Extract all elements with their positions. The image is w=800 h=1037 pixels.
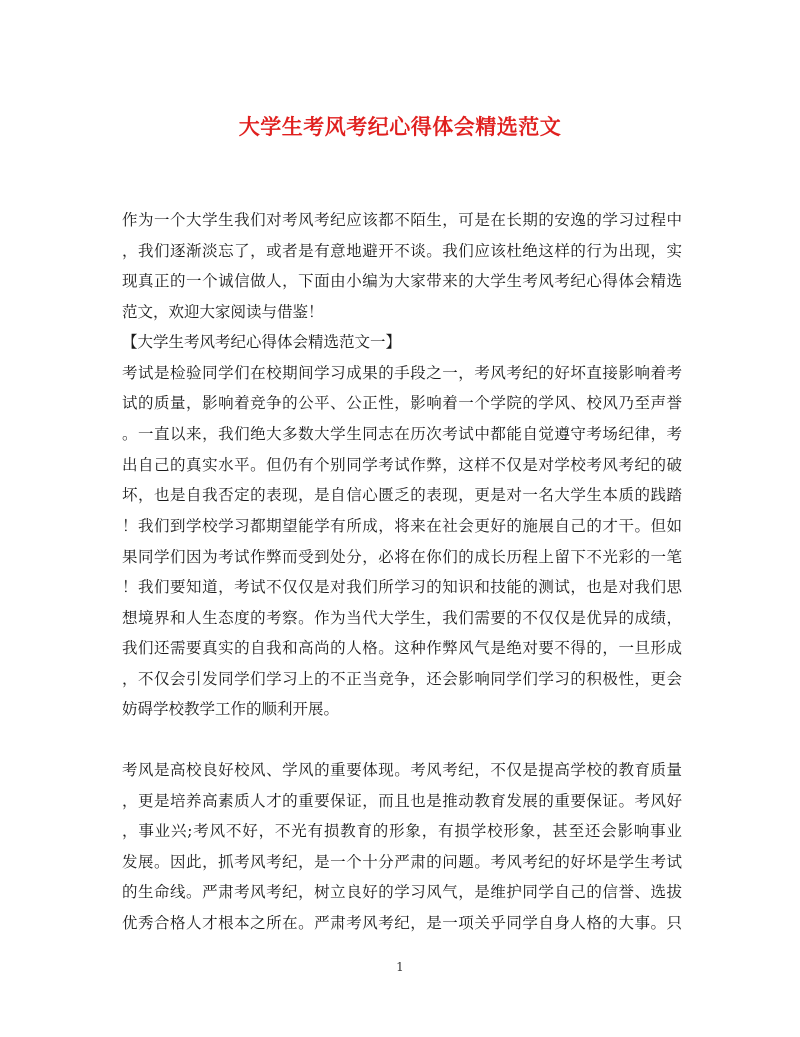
text-line: ，更是培养高素质人才的重要保证，而且也是推动教育发展的重要保证。考风好 (122, 792, 682, 810)
text-line: 考试是检验同学们在校期间学习成果的手段之一，考风考纪的好坏直接影响着考 (122, 364, 682, 382)
text-line: ！我们到学校学习都期望能学有所成，将来在社会更好的施展自己的才干。但如 (122, 517, 682, 535)
text-line: 范文，欢迎大家阅读与借鉴！ (122, 303, 324, 321)
text-line: 作为一个大学生我们对考风考纪应该都不陌生，可是在长期的安逸的学习过程中 (122, 211, 682, 229)
text-line: ！我们要知道，考试不仅仅是对我们所学习的知识和技能的测试，也是对我们思 (122, 578, 682, 596)
text-line: ，我们逐渐淡忘了，或者是有意地避开不谈。我们应该杜绝这样的行为出现，实 (122, 242, 682, 260)
section-heading: 【大学生考风考纪心得体会精选范文一】 (122, 333, 402, 351)
text-line: 出自己的真实水平。但仍有个别同学考试作弊，这样不仅是对学校考风考纪的破 (122, 456, 682, 474)
page-number: 1 (396, 960, 404, 974)
text-line: 我们还需要真实的自我和高尚的人格。这种作弊风气是绝对要不得的，一旦形成 (122, 639, 682, 657)
text-line: 想境界和人生态度的考察。作为当代大学生，我们需要的不仅仅是优异的成绩， (122, 609, 682, 627)
text-line: ，不仅会引发同学们学习上的不正当竞争，还会影响同学们学习的积极性，更会 (122, 670, 682, 688)
text-line: 发展。因此，抓考风考纪，是一个十分严肃的问题。考风考纪的好坏是学生考试 (122, 853, 682, 871)
text-line: 妨碍学校教学工作的顺利开展。 (122, 700, 340, 718)
text-line: 。一直以来，我们绝大多数大学生同志在历次考试中都能自觉遵守考场纪律，考 (122, 425, 682, 443)
text-line: 的生命线。严肃考风考纪，树立良好的学习风气，是维护同学自己的信誉、选拔 (122, 883, 682, 901)
text-line: ，事业兴;考风不好，不光有损教育的形象，有损学校形象，甚至还会影响事业 (122, 822, 682, 840)
text-line: 试的质量，影响着竞争的公平、公正性，影响着一个学院的学风、校风乃至声誉 (122, 394, 682, 412)
text-line: 果同学们因为考试作弊而受到处分，必将在你们的成长历程上留下不光彩的一笔 (122, 548, 682, 566)
text-line: 优秀合格人才根本之所在。严肃考风考纪，是一项关乎同学自身人格的大事。只 (122, 914, 682, 932)
text-line: 坏，也是自我否定的表现，是自信心匮乏的表现，更是对一名大学生本质的践踏 (122, 486, 682, 504)
text-line: 考风是高校良好校风、学风的重要体现。考风考纪，不仅是提高学校的教育质量 (122, 761, 682, 779)
page-title: 大学生考风考纪心得体会精选范文 (238, 114, 562, 139)
text-line: 现真正的一个诚信做人，下面由小编为大家带来的大学生考风考纪心得体会精选 (122, 272, 682, 290)
